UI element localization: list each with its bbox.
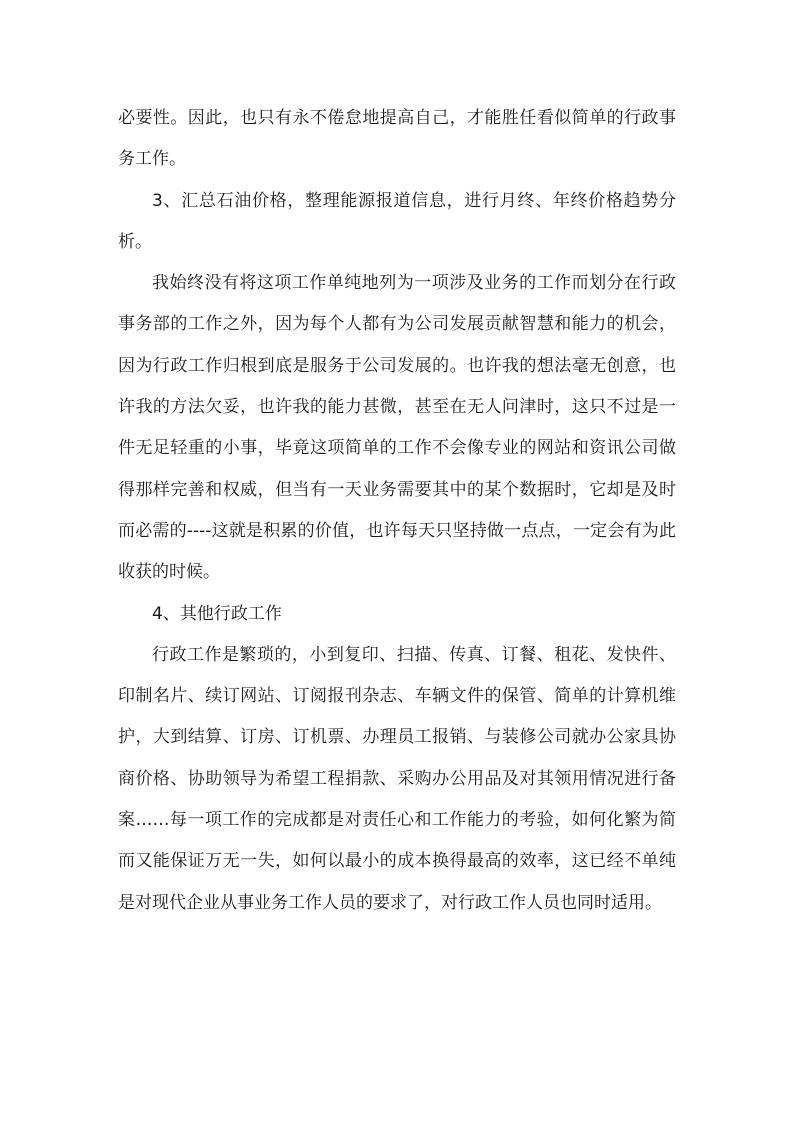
paragraph-oil-price-summary: 3、汇总石油价格，整理能源报道信息，进行月终、年终价格趋势分析。 bbox=[118, 190, 676, 252]
paragraph-necessity-conclusion: 必要性。因此，也只有永不倦怠地提高自己，才能胜任看似简单的行政事务工作。 bbox=[118, 108, 676, 170]
paragraph-accumulation-value: 我始终没有将这项工作单纯地列为一项涉及业务的工作而划分在行政事务部的工作之外，因为每个人都有为公司发展贡献智慧和能力的机会，因为行政工作归根到底是服务于公司发展的。也许我的想法毫无创意，也许我的方法欠妥，也许我的能力甚微，甚至在无人问津时，这只不过是一件无足轻重的小事，毕竟这项简单的工作不会像专业的网站和资讯公司做得那样完善和权威，但当有一天业务需要其中的某个数据时，它却是及时而必需的----这就是积累的价值，也许每天只坚持做一点点，一定会有为此收获的时候。 bbox=[118, 273, 676, 583]
paragraph-admin-tasks: 行政工作是繁琐的，小到复印、扫描、传真、订餐、租花、发快件、印制名片、续订网站、订阅报刊杂志、车辆文件的保管、简单的计算机维护，大到结算、订房、订机票、办理员工报销、与装修公司就办公家具协商价格、协助领导为希望工程捐款、采购办公用品及对其领用情况进行备案……每一项工作的完成都是对责任心和工作能力的考验，如何化繁为简而又能保证万无一失，如何以最小的成本换得最高的效率，这已经不单纯是对现代企业从事业务工作人员的要求了，对行政工作人员也同时适用。 bbox=[118, 644, 676, 913]
document-body bbox=[118, 98, 676, 924]
paragraph-other-admin-heading: 4、其他行政工作 bbox=[152, 603, 282, 624]
